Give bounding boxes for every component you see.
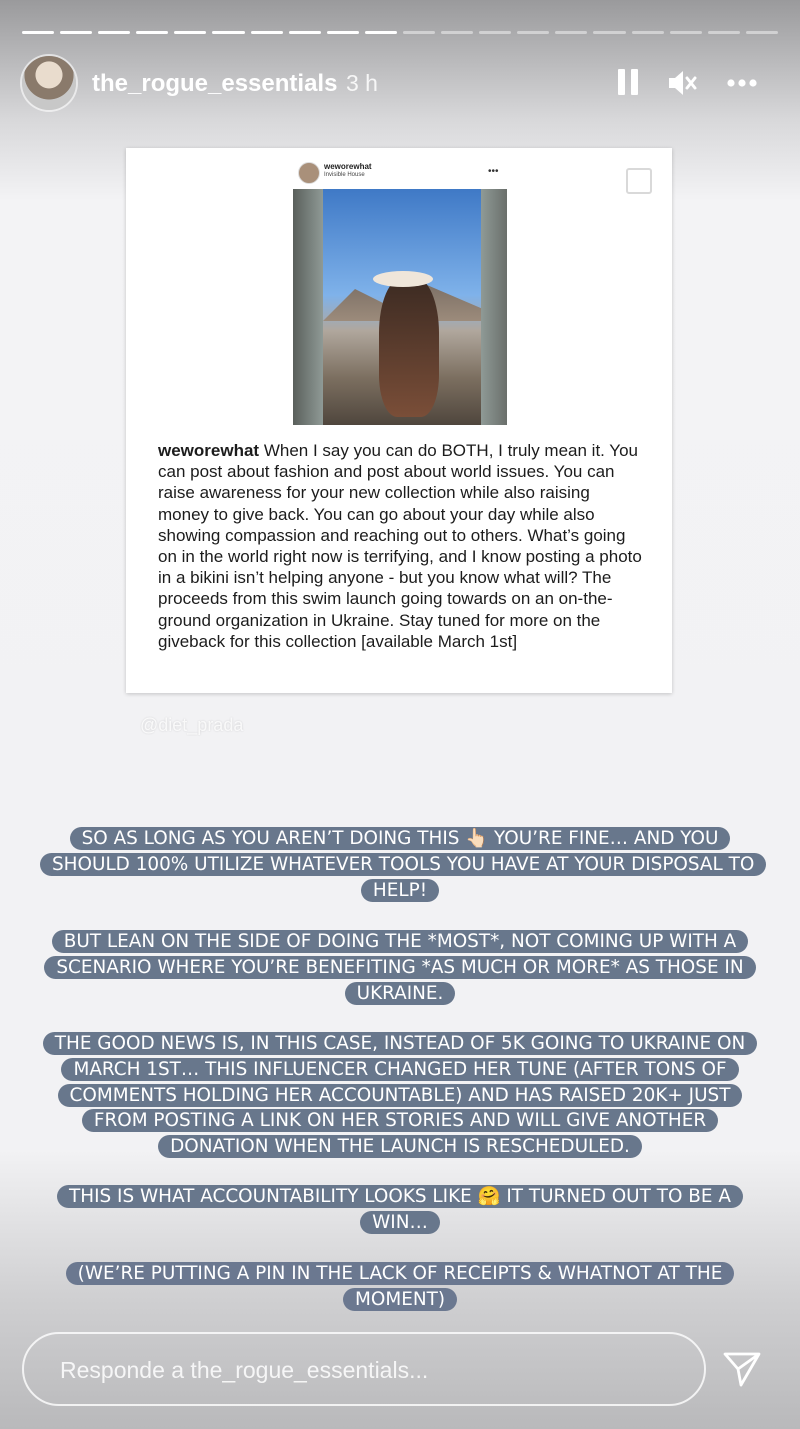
highlighted-text: BUT LEAN ON THE SIDE OF DOING THE *MOST*, NOT COMING UP WITH A SCENARIO WHERE YOU’RE BENEFITING *AS MUCH OR MORE* AS THOSE IN UKRAINE. [44,930,755,1005]
progress-segment [289,31,321,34]
progress-segment [174,31,206,34]
caption-text: When I say you can do BOTH, I truly mean it. You can post about fashion and post about world issues. You can raise awareness for your new collection while also raising money to give back. You can go about your day while also showing compassion and reaching out to others. What’s going on in the world right now is terrifying, and I know posting a photo in a bikini isn’t helping anyone - but you know what will? The proceeds from this swim launch going towards on an on-the-ground organization in Ukraine. Stay tuned for more on the giveback for this collection [available March 1st] [158,441,642,651]
post-header [298,162,498,184]
post-caption [158,440,642,652]
story-progress-bar [22,31,778,35]
story-text-block [40,826,760,903]
progress-segment [327,31,359,34]
progress-segment [60,31,92,34]
send-icon [722,1350,762,1388]
story-username[interactable]: the_rogue_essentials [92,70,338,97]
pause-icon [618,69,625,95]
send-button[interactable] [722,1350,762,1388]
progress-segment [517,31,549,34]
checkbox-icon [626,168,652,194]
progress-segment [708,31,740,34]
story-header [22,56,778,112]
progress-segment [746,31,778,34]
progress-segment [365,31,397,34]
post-username: weworewhat [324,162,372,171]
highlighted-text: THIS IS WHAT ACCOUNTABILITY LOOKS LIKE 🤗 IT TURNED OUT TO BE A WIN… [57,1185,743,1234]
story-timestamp: 3 h [346,70,378,96]
pause-button[interactable] [612,66,646,100]
highlighted-text: THE GOOD NEWS IS, IN THIS CASE, INSTEAD OF 5K GOING TO UKRAINE ON MARCH 1ST… THIS INFLUENCER CHANGED HER TUNE (AFTER TONS OF COMMENTS HOLDING HER ACCOUNTABLE) AND HAS RAISED 20K+ JUST FROM POSTING A LINK ON HER STORIES AND WILL GIVE ANOTHER DONATION WHEN THE LAUNCH IS RESCHEDULED. [43,1032,757,1158]
progress-segment [670,31,702,34]
caption-username: weworewhat [158,441,260,460]
watermark: @diet_prada [140,715,244,735]
post-avatar [298,162,320,184]
highlighted-text: (WE’RE PUTTING A PIN IN THE LACK OF RECEIPTS & WHATNOT AT THE MOMENT) [66,1262,735,1311]
post-location: Invisible House [324,172,365,178]
progress-segment [136,31,168,34]
post-photo [293,189,507,425]
progress-segment [555,31,587,34]
progress-segment [479,31,511,34]
highlighted-text: SO AS LONG AS YOU AREN’T DOING THIS 👆🏻 YOU’RE FINE… AND YOU SHOULD 100% UTILIZE WHATEVER TOOLS YOU HAVE AT YOUR DISPOSAL TO HELP! [40,827,766,902]
progress-segment [403,31,435,34]
story-text-block [40,1261,760,1313]
mute-button[interactable] [664,66,698,100]
progress-segment [632,31,664,34]
avatar[interactable] [22,56,76,110]
reply-input[interactable] [58,1350,662,1390]
reposted-instagram-post [126,148,672,693]
mute-icon [664,66,698,100]
more-options-button[interactable] [726,66,760,100]
story-text-block [40,1184,760,1236]
pause-icon [631,69,638,95]
progress-segment [251,31,283,34]
story-text-block [40,929,760,1006]
progress-segment [441,31,473,34]
progress-segment [212,31,244,34]
progress-segment [593,31,625,34]
progress-segment [22,31,54,34]
progress-segment [98,31,130,34]
story-text-block [40,1031,760,1160]
more-icon [726,66,760,100]
more-icon: ••• [488,166,499,177]
reply-box[interactable] [22,1332,706,1406]
